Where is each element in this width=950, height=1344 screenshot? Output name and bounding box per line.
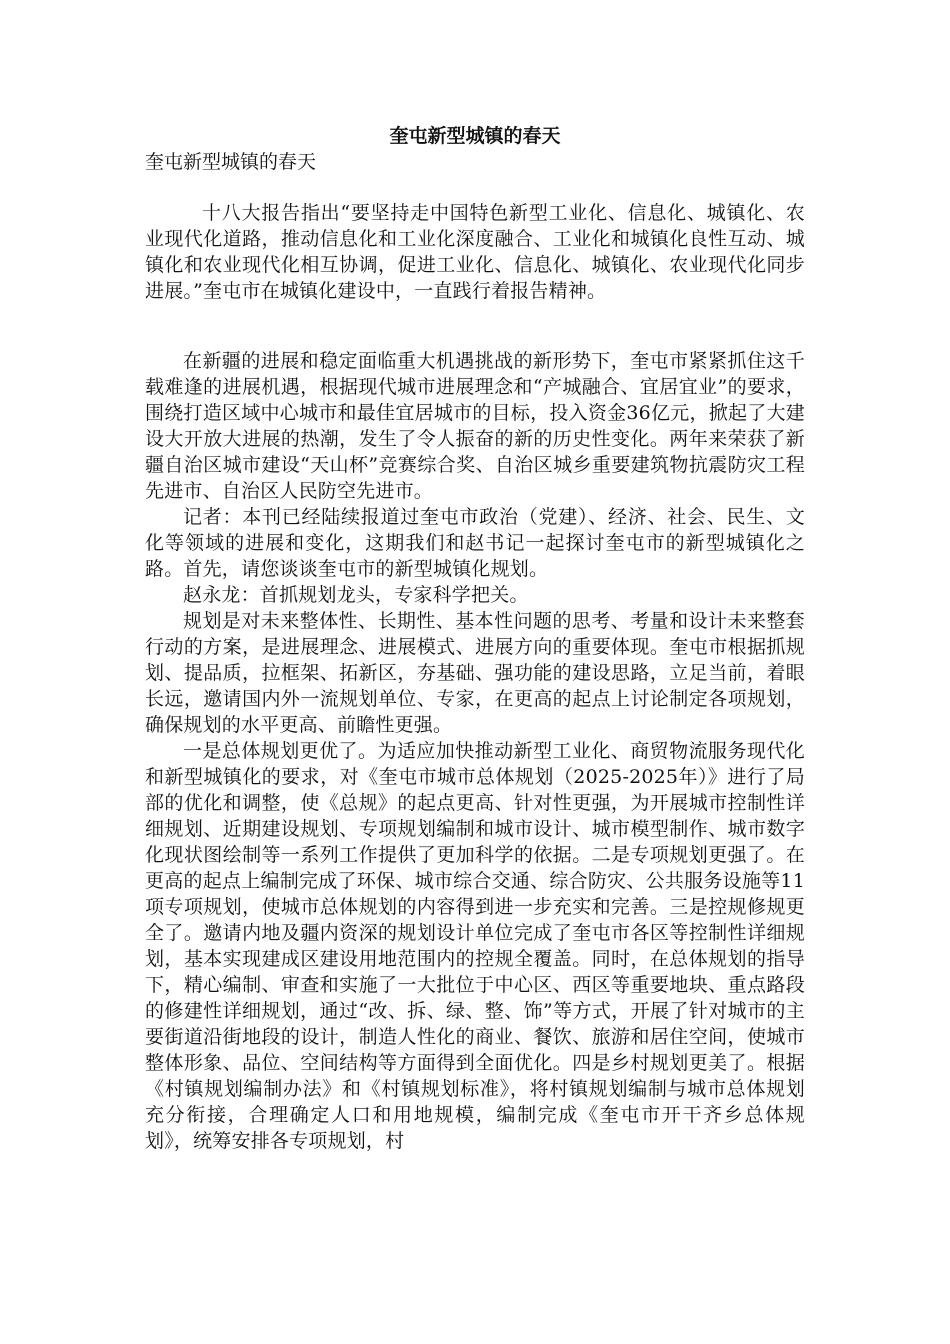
body-paragraph: 记者：本刊已经陆续报道过奎屯市政治（党建）、经济、社会、民生、文化等领域的进展和变化，这期我们和赵书记一起探讨奎屯市的新型城镇化之路。首先，请您谈谈奎屯市的新型城镇化规划。 [145,506,805,580]
intro-block [145,200,805,304]
intro-paragraph: 十八大报告指出“要坚持走中国特色新型工业化、信息化、城镇化、农业现代化道路，推动信息化和工业化深度融合、工业化和城镇化良性互动、城镇化和农业现代化相互协调，促进工业化、信息化、城镇化、农业现代化同步进展。”奎屯市在城镇化建设中，一直践行着报告精神。 [145,202,805,302]
main-body [145,348,805,1154]
body-paragraph: 在新疆的进展和稳定面临重大机遇挑战的新形势下，奎屯市紧紧抓住这千载难逢的进展机遇，根据现代城市进展理念和“产城融合、宜居宜业”的要求，围绕打造区域中心城市和最佳宜居城市的目标，投入资金36亿元，掀起了大建设大开放大进展的热潮，发生了令人振奋的新的历史性变化。两年来荣获了新疆自治区城市建设“天山杯”竞赛综合奖、自治区城乡重要建筑物抗震防灾工程先进市、自治区人民防空先进市。 [145,350,805,502]
body-paragraph: 一是总体规划更优了。为适应加快推动新型工业化、商贸物流服务现代化和新型城镇化的要求，对《奎屯市城市总体规划（2025-2025年）》进行了局部的优化和调整，使《总规》的起点更高、针对性更强，为开展城市控制性详细规划、近期建设规划、专项规划编制和城市设计、城市模型制作、城市数字化现状图绘制等一系列工作提供了更加科学的依据。二是专项规划更强了。在更高的起点上编制完成了环保、城市综合交通、综合防灾、公共服务设施等11项专项规划，使城市总体规划的内容得到进一步充实和完善。三是控规修规更全了。邀请内地及疆内资深的规划设计单位完成了奎屯市各区等控制性详细规划，基本实现建成区建设用地范围内的控规全覆盖。同时，在总体规划的指导下，精心编制、审查和实施了一大批位于中心区、西区等重要地块、重点路段的修建性详细规划，通过“改、拆、绿、整、饰”等方式，开展了针对城市的主要街道沿街地段的设计，制造人性化的商业、餐饮、旅游和居住空间，使城市整体形象、品位、空间结构等方面得到全面优化。四是乡村规划更美了。根据《村镇规划编制办法》和《村镇规划标准》，将村镇规划编制与城市总体规划充分衔接，合理确定人口和用地规模，编制完成《奎屯市开干齐乡总体规划》，统筹安排各专项规划，村 [145,740,805,1152]
document-title: 奎屯新型城镇的春天 [389,125,561,147]
body-paragraph: 规划是对未来整体性、长期性、基本性问题的思考、考量和设计未来整套行动的方案，是进展理念、进展模式、进展方向的重要体现。奎屯市根据抓规划、提品质，拉框架、拓新区，夯基础、强功能的建设思路，立足当前，着眼长远，邀请国内外一流规划单位、专家，在更高的起点上讨论制定各项规划，确保规划的水平更高、前瞻性更强。 [145,610,805,736]
body-paragraph: 赵永龙：首抓规划龙头，专家科学把关。 [183,584,529,606]
document-subtitle: 奎屯新型城镇的春天 [145,151,317,173]
